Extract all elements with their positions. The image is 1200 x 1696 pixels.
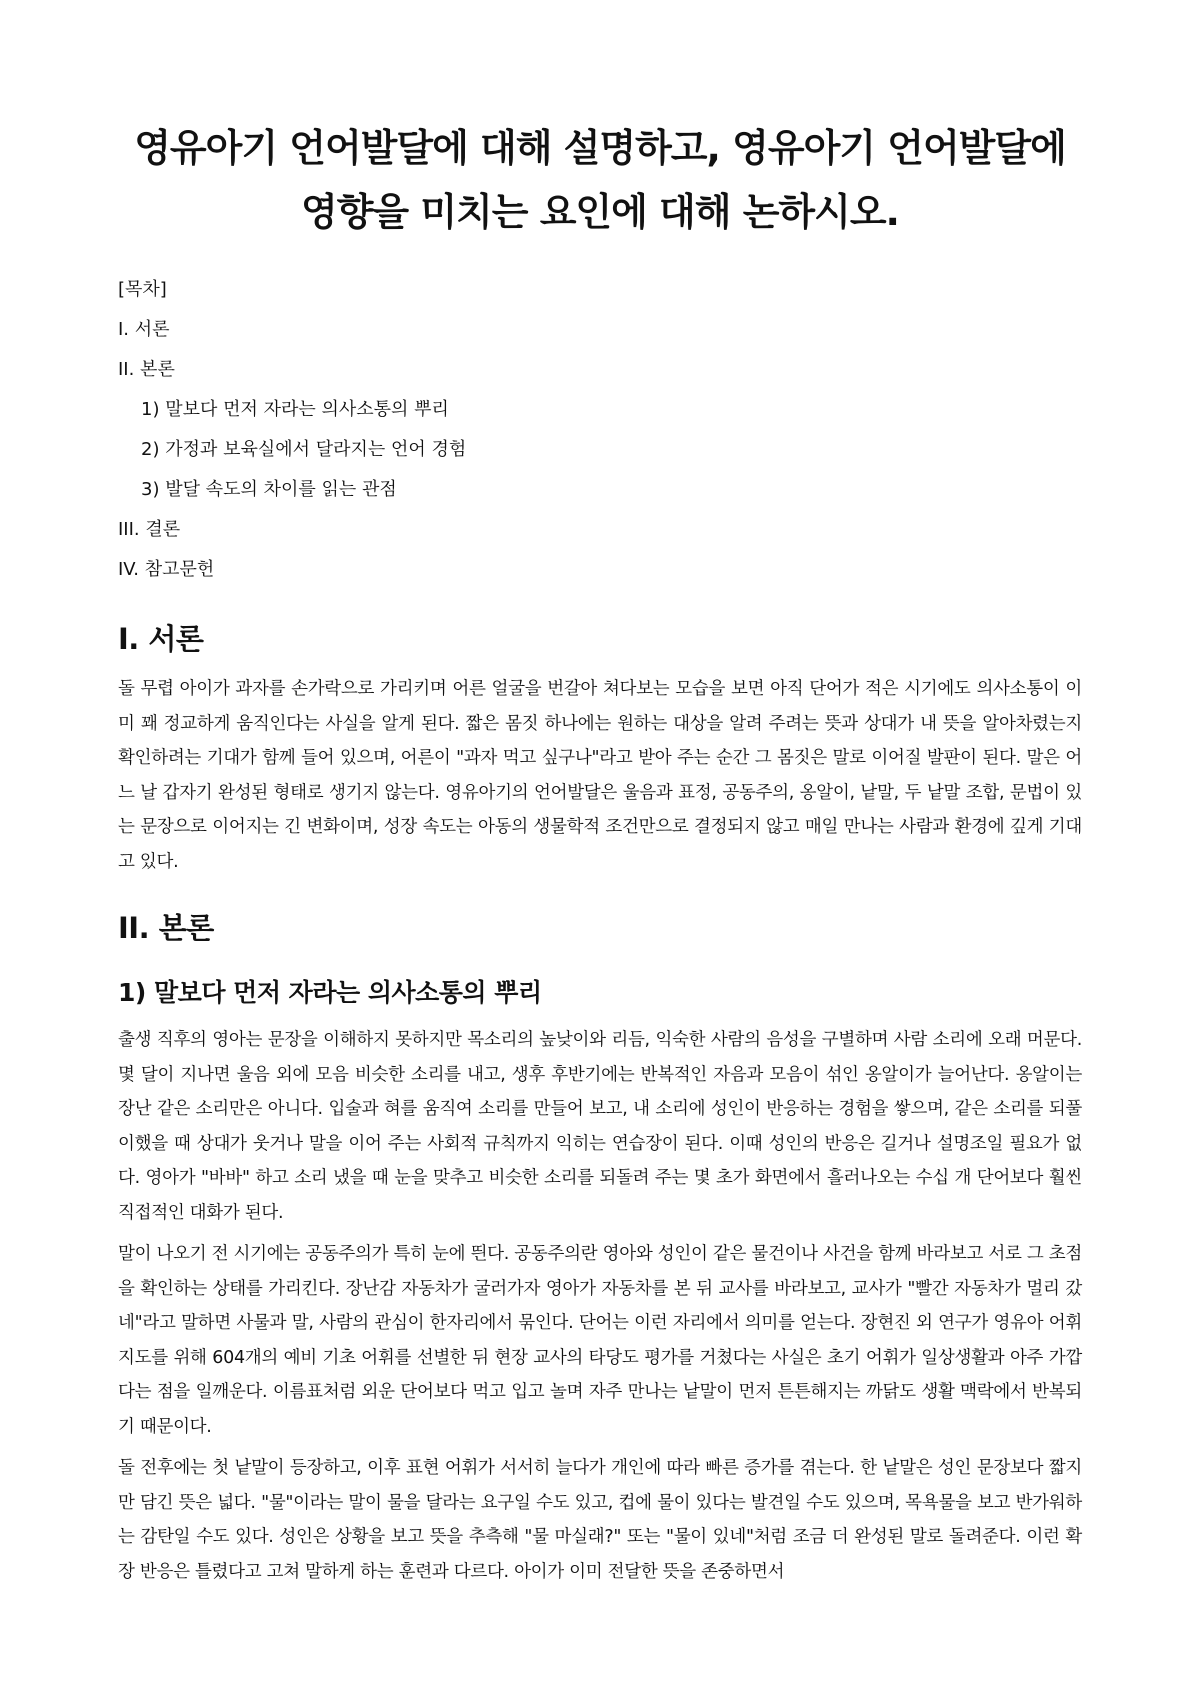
toc-item: IV. 참고문헌 <box>118 559 215 580</box>
toc-item: III. 결론 <box>118 519 181 540</box>
body-paragraph: 출생 직후의 영아는 문장을 이해하지 못하지만 목소리의 높낮이와 리듬, 익숙한 사람의 음성을 구별하며 사람 소리에 오래 머문다. 몇 달이 지나면 울음 외에 모음 비슷한 소리를 내고, 생후 후반기에는 반복적인 자음과 모음이 섞인 옹알이가 늘어난다. 옹알이는 장난 같은 소리만은 아니다. 입술과 혀를 움직여 소리를 만들어 보고, 내 소리에 성인이 반응하는 경험을 쌓으며, 같은 소리를 되풀이했을 때 상대가 웃거나 말을 이어 주는 사회적 규칙까지 익히는 연습장이 된다. 이때 성인의 반응은 길거나 설명조일 필요가 없다. 영아가 "바바" 하고 소리 냈을 때 눈을 맞추고 비슷한 소리를 되돌려 주는 몇 초가 화면에서 흘러나오는 수십 개 단어보다 훨씬 직접적인 대화가 된다. <box>118 1030 1082 1223</box>
body-paragraph: 돌 전후에는 첫 낱말이 등장하고, 이후 표현 어휘가 서서히 늘다가 개인에 따라 빠른 증가를 겪는다. 한 낱말은 성인 문장보다 짧지만 담긴 뜻은 넓다. "물"이라는 말이 물을 달라는 요구일 수도 있고, 컵에 물이 있다는 발견일 수도 있으며, 목욕물을 보고 반가워하는 감탄일 수도 있다. 성인은 상황을 보고 뜻을 추측해 "물 마실래?" 또는 "물이 있네"처럼 조금 더 완성된 말로 돌려준다. 이런 확장 반응은 틀렸다고 고쳐 말하게 하는 훈련과 다르다. 아이가 이미 전달한 뜻을 존중하면서 <box>118 1458 1082 1582</box>
intro-paragraph: 돌 무렵 아이가 과자를 손가락으로 가리키며 어른 얼굴을 번갈아 쳐다보는 모습을 보면 아직 단어가 적은 시기에도 의사소통이 이미 꽤 정교하게 움직인다는 사실을 알게 된다. 짧은 몸짓 하나에는 원하는 대상을 알려 주려는 뜻과 상대가 내 뜻을 알아차렸는지 확인하려는 기대가 함께 들어 있으며, 어른이 "과자 먹고 싶구나"라고 받아 주는 순간 그 몸짓은 말로 이어질 발판이 된다. 말은 어느 날 갑자기 완성된 형태로 생기지 않는다. 영유아기의 언어발달은 울음과 표정, 공동주의, 옹알이, 낱말, 두 낱말 조합, 문법이 있는 문장으로 이어지는 긴 변화이며, 성장 속도는 아동의 생물학적 조건만으로 결정되지 않고 매일 만나는 사람과 환경에 깊게 기대고 있다. <box>118 679 1082 872</box>
section-heading-body: II. 본론 <box>118 911 214 945</box>
toc-heading: [목차] <box>118 279 167 300</box>
table-of-contents <box>118 270 1082 590</box>
section-heading-intro: I. 서론 <box>118 622 204 656</box>
body-paragraph: 말이 나오기 전 시기에는 공동주의가 특히 눈에 띈다. 공동주의란 영아와 성인이 같은 물건이나 사건을 함께 바라보고 서로 그 초점을 확인하는 상태를 가리킨다. 장난감 자동차가 굴러가자 영아가 자동차를 본 뒤 교사를 바라보고, 교사가 "빨간 자동차가 멀리 갔네"라고 말하면 사물과 말, 사람의 관심이 한자리에서 묶인다. 단어는 이런 자리에서 의미를 얻는다. 장현진 외 연구가 영유아 어휘 지도를 위해 604개의 예비 기초 어휘를 선별한 뒤 현장 교사의 타당도 평가를 거쳤다는 사실은 초기 어휘가 일상생활과 아주 가깝다는 점을 일깨운다. 이름표처럼 외운 단어보다 먹고 입고 놀며 자주 만나는 낱말이 먼저 튼튼해지는 까닭도 생활 맥락에서 반복되기 때문이다. <box>118 1244 1082 1437</box>
toc-item: II. 본론 <box>118 359 175 380</box>
toc-item: I. 서론 <box>118 319 170 340</box>
toc-item: 3) 발달 속도의 차이를 읽는 관점 <box>141 479 397 500</box>
toc-item: 2) 가정과 보육실에서 달라지는 언어 경험 <box>141 439 467 460</box>
subsection-heading-1: 1) 말보다 먼저 자라는 의사소통의 뿌리 <box>118 978 542 1007</box>
document-title: 영유아기 언어발달에 대해 설명하고, 영유아기 언어발달에 영향을 미치는 요인에 대해 논하시오. <box>134 126 1066 234</box>
toc-item: 1) 말보다 먼저 자라는 의사소통의 뿌리 <box>141 399 449 420</box>
